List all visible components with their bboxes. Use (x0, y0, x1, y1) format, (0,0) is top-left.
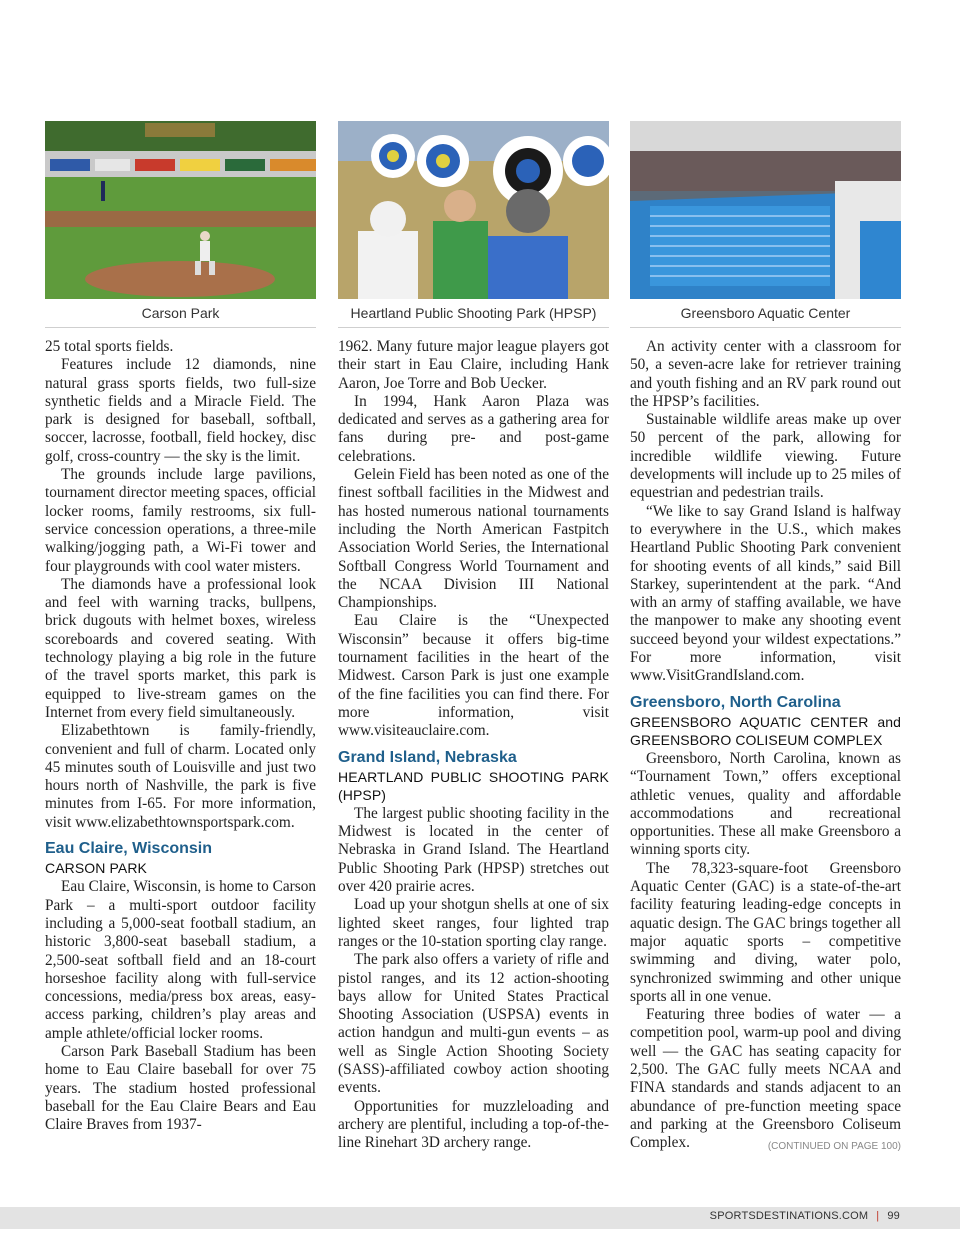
paragraph: “We like to say Grand Island is halfway to everywhere in the U.S., which makes Heartland Public Shooting Park convenient for shooting events of all kinds,” said Bill Starkey, superintendent at the park. “And with an army of staffing available, we have the manpower to make any shooting event succeed beyond your wildest expectations.” For more information, visit www.VisitGrandIsland.com. (630, 502, 901, 685)
paragraph: Elizabethtown is family-friendly, convenient and full of charm. Located only 45 minutes south of Louisville and just two hours north of Nashville, the park is five minutes from I-65. For more information, visit www.elizabethtownsportspark.com. (45, 722, 316, 831)
page-footer (0, 1207, 960, 1229)
paragraph: 1962. Many future major league players got their start in Eau Claire, including Hank Aaron, Joe Torre and Bob Uecker. (338, 338, 609, 392)
subsection-heading: GREENSBORO AQUATIC CENTER and GREENSBORO COLISEUM COMPLEX (630, 713, 901, 748)
column-2 (338, 121, 609, 1152)
section-heading: Greensboro, North Carolina (630, 693, 841, 711)
site-name: SPORTSDESTINATIONS.COM (709, 1210, 869, 1222)
paragraph: Featuring three bodies of water — a competition pool, warm-up pool and diving well — the GAC has seating capacity for 2,500. The GAC fully meets NCAA and FINA standards and stands adjacent to an abundance of pre-function meeting space and parking at the Greensboro Coliseum Complex. (CONTINUED ON PAGE 100) (630, 1006, 901, 1152)
paragraph: Sustainable wildlife areas make up over 50 percent of the park, allowing for incredible wildlife viewing. Future developments will include up to 25 miles of equestrian and pedestrian trails. (630, 411, 901, 502)
paragraph: 25 total sports fields. (45, 338, 174, 355)
paragraph: Carson Park Baseball Stadium has been home to Eau Claire baseball for over 75 years. The stadium hosted professional baseball for the Eau Claire Bears and Eau Claire Braves from 1937- (45, 1042, 316, 1134)
paragraph: The park also offers a variety of rifle and pistol ranges, and its 12 action-shooting bays allow for United States Practical Shooting Association (USPSA) events in action handgun and multi-gun events – as well as Single Action Shooting Society (SASS)-affiliated cowboy action shooting events. (338, 951, 609, 1097)
photo-caption: Heartland Public Shooting Park (HPSP) (338, 299, 609, 328)
paragraph: In 1994, Hank Aaron Plaza was dedicated and serves as a gathering area for fans during pre- and post-game celebrations. (338, 392, 609, 465)
paragraph: Eau Claire is the “Unexpected Wisconsin” because it offers big-time tournament facilities in the heart of the Midwest. Carson Park is just one example of the fine facilities you can find there. For more information, visit www.visiteauclaire.com. (338, 612, 609, 740)
subsection-heading: HEARTLAND PUBLIC SHOOTING PARK (HPSP) (338, 768, 609, 803)
column-3 (630, 121, 901, 1156)
paragraph: The grounds include large pavilions, tournament director meeting spaces, official locker rooms, family restrooms, six full-service concession operations, a three-mile walking/jogging path, a Wi-Fi tower and four playgrounds with cool water misters. (45, 466, 316, 575)
footer-separator: | (876, 1210, 880, 1222)
paragraph: The largest public shooting facility in the Midwest is located in the center of Nebraska in Grand Island. The Heartland Public Shooting Park (HPSP) stretches out over 420 prairie acres. (338, 804, 609, 896)
section-heading: Eau Claire, Wisconsin (45, 840, 213, 858)
paragraph: The diamonds have a professional look and feel with warning tracks, bullpens, brick dugouts with helmet boxes, wireless scoreboards and covered seating. With technology playing a big role in the future of the travel sports market, this park is equipped to live-stream games on the Internet from every field simultaneously. (45, 575, 316, 721)
carson-park-photo (45, 121, 316, 299)
paragraph: Greensboro, North Carolina, known as “Tournament Town,” offers exceptional athletic venues, quality and affordable accommodations and recreational opportunities. These all make Greensboro a winning sports city. (630, 749, 901, 859)
section-heading: Grand Island, Nebraska (338, 748, 517, 766)
aquatic-center-photo (630, 121, 901, 299)
subsection-heading: CARSON PARK (45, 860, 147, 877)
paragraph: An activity center with a classroom for 50, a seven-acre lake for retriever training and youth fishing and an RV park round out the HPSP’s facilities. (630, 338, 901, 410)
paragraph: Opportunities for muzzleloading and archery are plentiful, including a top-of-the-line Rinehart 3D archery range. (338, 1097, 609, 1152)
photo-caption: Carson Park (45, 299, 316, 328)
paragraph: Gelein Field has been noted as one of the finest softball facilities in the Midwest and has hosted numerous national tournaments including the North American Fastpitch Association World Series, the International Softball Congress World Tournament and the NCAA Division III National Championships. (338, 466, 609, 612)
paragraph: Eau Claire, Wisconsin, is home to Carson Park – a multi-sport outdoor facility including a 5,000-seat football stadium, an historic 3,800-seat baseball stadium, a 2,500-seat softball field and an 18-court horseshoe facility along with full-service concessions, media/press box areas, easy-access parking, children’s play areas and ample athlete/official locker rooms. (45, 878, 316, 1042)
paragraph: Features include 12 diamonds, nine natural grass sports fields, two full-size synthetic fields and a Miracle Field. The park is designed for baseball, softball, soccer, lacrosse, football, field hockey, disc golf, cross-country — the sky is the limit. (45, 356, 316, 465)
paragraph: The 78,323-square-foot Greensboro Aquatic Center (GAC) is a state-of-the-art facility featuring leading-edge concepts in aquatic design. The GAC brings together all major aquatic sports – competitive swimming and diving, water polo, synchronized swimming and other unique sports all in one venue. (630, 859, 901, 1005)
continued-note: (CONTINUED ON PAGE 100) (767, 1141, 901, 1153)
page-number: 99 (887, 1210, 900, 1222)
archery-photo (338, 121, 609, 299)
column-1 (45, 121, 316, 1134)
footer-text (710, 1210, 900, 1222)
photo-caption: Greensboro Aquatic Center (630, 299, 901, 328)
paragraph: Load up your shotgun shells at one of six lighted skeet ranges, four lighted trap ranges or the 10-station sporting clay range. (338, 896, 609, 950)
